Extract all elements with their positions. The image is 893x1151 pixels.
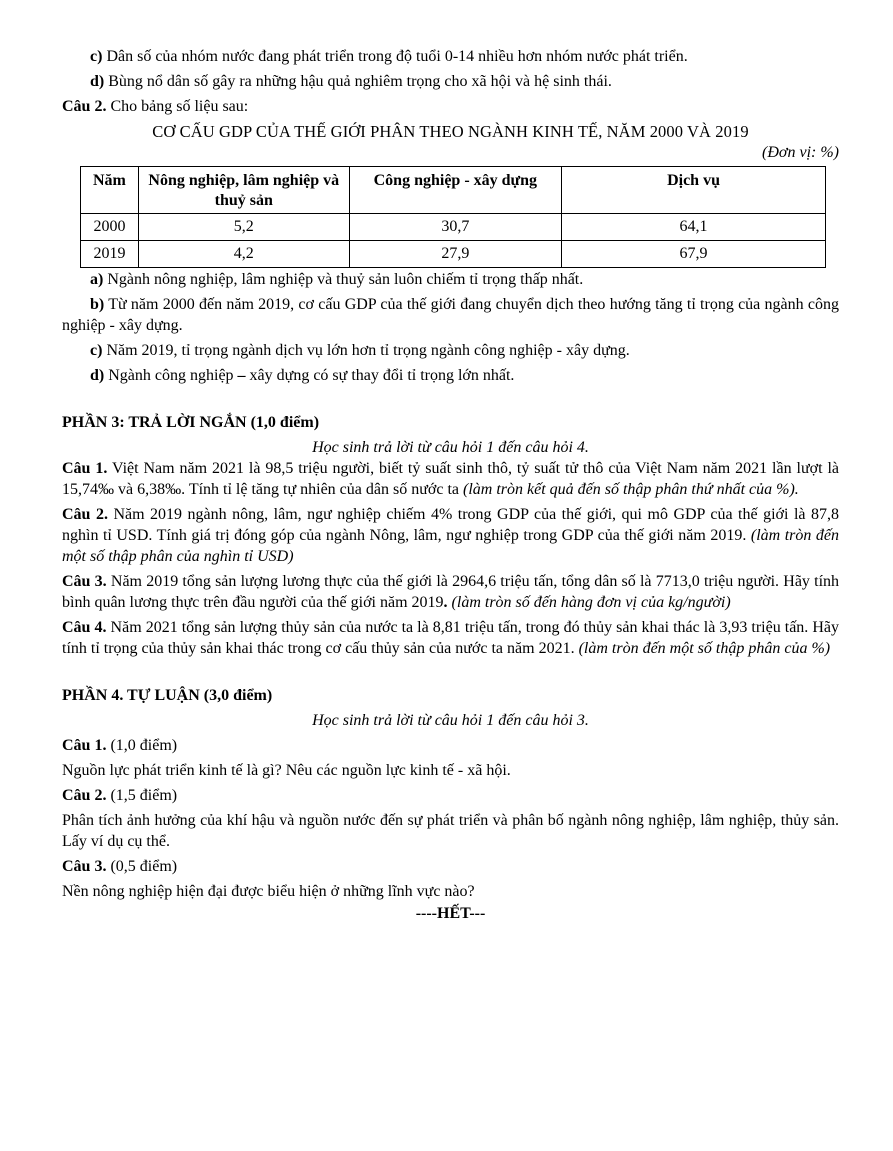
part4-question-3-text: Nền nông nghiệp hiện đại được biểu hiện ở những lĩnh vực nào?	[62, 883, 475, 900]
part2-q2-option-a: a) Ngành nông nghiệp, lâm nghiệp và thuỷ sản luôn chiếm tỉ trọng thấp nhất.	[90, 271, 584, 288]
table-title: CƠ CẤU GDP CỦA THẾ GIỚI PHÂN THEO NGÀNH KINH TẾ, NĂM 2000 VÀ 2019	[152, 122, 749, 141]
table-cell: 2000	[81, 214, 139, 241]
part3-heading: PHẦN 3: TRẢ LỜI NGẮN (1,0 điểm)	[62, 414, 320, 431]
part3-question-3: Câu 3. Năm 2019 tổng sản lượng lương thực của thế giới là 2964,6 triệu tấn, tổng dân số là 7713,0 triệu người. Hãy tính bình quân lương thực trên đầu người của thế giới năm 2019. (làm tròn số đến hàng đơn vị của kg/người)	[62, 573, 840, 611]
part2-q2-option-d: d) Ngành công nghiệp – xây dựng có sự thay đổi tỉ trọng lớn nhất.	[90, 367, 515, 384]
part2-q2-stem: Câu 2. Cho bảng số liệu sau:	[62, 98, 249, 115]
table-cell: 27,9	[349, 241, 561, 268]
table-row	[81, 214, 826, 241]
table-cell: 5,2	[138, 214, 349, 241]
gdp-structure-table	[80, 166, 826, 268]
part4-heading: PHẦN 4. TỰ LUẬN (3,0 điểm)	[62, 687, 273, 704]
table-row	[81, 241, 826, 268]
part2-q2-option-b: b) Từ năm 2000 đến năm 2019, cơ cấu GDP của thế giới đang chuyển dịch theo hướng tăng tỉ trọng của ngành công nghiệp - xây dựng.	[62, 296, 839, 334]
table-cell: 67,9	[562, 241, 826, 268]
table-cell: 2019	[81, 241, 139, 268]
part2-q1-option-c: c) Dân số của nhóm nước đang phát triển trong độ tuổi 0-14 nhiều hơn nhóm nước phát triển.	[90, 48, 688, 65]
exam-page	[62, 46, 839, 924]
part4-question-1-title: Câu 1. (1,0 điểm)	[62, 737, 178, 754]
part4-question-1-text: Nguồn lực phát triển kinh tế là gì? Nêu các nguồn lực kinh tế - xã hội.	[62, 762, 511, 779]
end-marker: ----HẾT---	[415, 905, 486, 922]
part2-q2-option-c: c) Năm 2019, tỉ trọng ngành dịch vụ lớn hơn tỉ trọng ngành công nghiệp - xây dựng.	[90, 342, 630, 359]
table-header-cell: Dịch vụ	[562, 167, 826, 214]
part4-question-2-text: Phân tích ảnh hưởng của khí hậu và nguồn nước đến sự phát triển và phân bố ngành nông nghiệp, lâm nghiệp, thủy sản. Lấy ví dụ cụ thể.	[62, 812, 839, 850]
part3-question-4: Câu 4. Năm 2021 tổng sản lượng thủy sản của nước ta là 8,81 triệu tấn, trong đó thủy sản khai thác là 3,93 triệu tấn. Hãy tính tỉ trọng của thủy sản khai thác trong cơ cấu thủy sản của nước ta năm 2021. (làm tròn đến một số thập phân của %)	[62, 619, 840, 657]
table-unit: (Đơn vị: %)	[762, 144, 839, 161]
table-cell: 64,1	[562, 214, 826, 241]
part3-instruction: Học sinh trả lời từ câu hỏi 1 đến câu hỏi 4.	[312, 439, 589, 456]
part4-instruction: Học sinh trả lời từ câu hỏi 1 đến câu hỏi 3.	[312, 712, 589, 729]
table-header-cell: Năm	[81, 167, 139, 214]
part3-question-1: Câu 1. Việt Nam năm 2021 là 98,5 triệu người, biết tỷ suất sinh thô, tỷ suất tử thô của Việt Nam năm 2021 lần lượt là 15,74‰ và 6,38‰. Tính tỉ lệ tăng tự nhiên của dân số nước ta (làm tròn kết quả đến số thập phân thứ nhất của %).	[62, 460, 839, 498]
part4-question-2-title: Câu 2. (1,5 điểm)	[62, 787, 178, 804]
part3-question-2: Câu 2. Năm 2019 ngành nông, lâm, ngư nghiệp chiếm 4% trong GDP của thế giới, qui mô GDP của thế giới là 87,8 nghìn tỉ USD. Tính giá trị đóng góp của ngành Nông, lâm, ngư nghiệp trong GDP của thế giới năm 2019. (làm tròn đến một số thập phân của nghìn tỉ USD)	[62, 506, 840, 565]
table-header-row	[81, 167, 826, 214]
part2-q1-option-d: d) Bùng nổ dân số gây ra những hậu quả nghiêm trọng cho xã hội và hệ sinh thái.	[90, 73, 612, 90]
part4-question-3-title: Câu 3. (0,5 điểm)	[62, 858, 178, 875]
table-cell: 30,7	[349, 214, 561, 241]
table-cell: 4,2	[138, 241, 349, 268]
table-header-cell: Nông nghiệp, lâm nghiệp và thuỷ sản	[138, 167, 349, 214]
table-header-cell: Công nghiệp - xây dựng	[349, 167, 561, 214]
